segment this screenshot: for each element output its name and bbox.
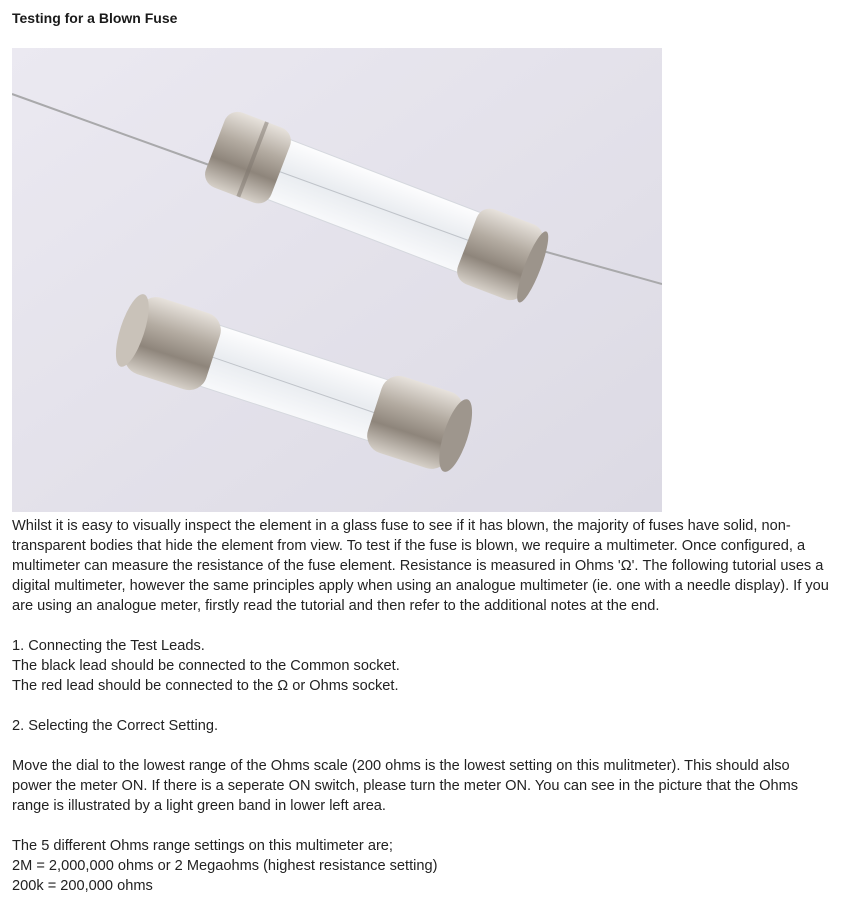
range-2m: 2M = 2,000,000 ohms or 2 Megaohms (highest resistance setting) [12,858,438,874]
article-title: Testing for a Blown Fuse [12,10,178,26]
ranges-intro: The 5 different Ohms range settings on this multimeter are; [12,838,393,854]
step2-body: Move the dial to the lowest range of the Ohms scale (200 ohms is the lowest setting on this mulitmeter). This should also power the meter ON. If there is a seperate ON switch, please turn the meter ON. You can see in the picture that the Ohms range is illustrated by a light green band in lower left area. [12,758,799,814]
step1-black-lead: The black lead should be connected to the Common socket. [12,658,400,674]
step1-red-lead: The red lead should be connected to the Ω or Ohms socket. [12,678,399,694]
step1-heading: 1. Connecting the Test Leads. [12,638,205,654]
step2-heading: 2. Selecting the Correct Setting. [12,718,219,734]
range-200k: 200k = 200,000 ohms [12,878,153,894]
glass-fuses-photo [12,48,662,512]
intro-paragraph: Whilst it is easy to visually inspect the element in a glass fuse to see if it has blown, the majority of fuses have solid, non-transparent bodies that hide the element from view. To test if the fuse is blown, we require a multimeter. Once configured, a multimeter can measure the resistance of the fuse element. Resistance is measured in Ohms 'Ω'. The following tutorial uses a digital multimeter, however the same principles apply when using an analogue multimeter (ie. one with a needle display). If you are using an analogue meter, firstly read the tutorial and then refer to the additional notes at the end. [12,518,829,614]
article-body [12,516,832,896]
